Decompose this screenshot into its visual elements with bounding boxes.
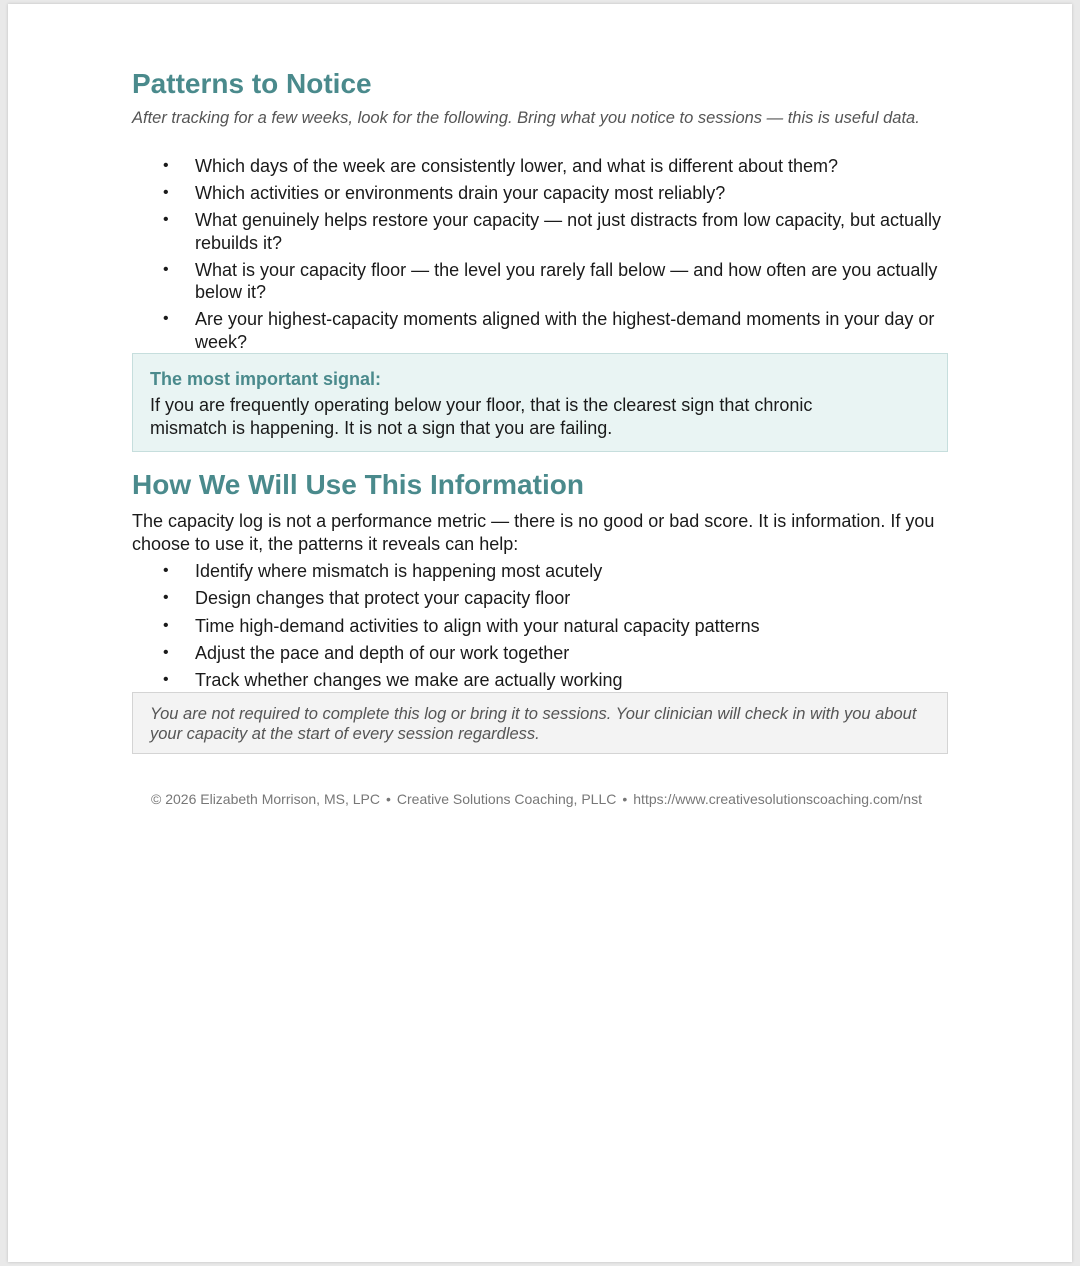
list-item: • What is your capacity floor — the level you rarely fall below — and how often are you actually below it? bbox=[132, 259, 942, 304]
footer-separator: • bbox=[622, 791, 628, 807]
important-signal-callout bbox=[132, 353, 948, 452]
clinician-note: You are not required to complete this log or bring it to sessions. Your clinician will check in with you about your capacity at the start of every session regardless. bbox=[132, 692, 948, 754]
section-heading-patterns: Patterns to Notice bbox=[132, 68, 372, 99]
footer-copyright: © 2026 Elizabeth Morrison, MS, LPC bbox=[151, 791, 380, 807]
callout-title: The most important signal: bbox=[150, 369, 382, 389]
list-item: • Are your highest-capacity moments aligned with the highest-demand moments in your day or week? bbox=[132, 308, 942, 353]
list-item: • Which activities or environments drain your capacity most reliably? bbox=[132, 182, 942, 205]
footer-company: Creative Solutions Coaching, PLLC bbox=[396, 791, 617, 807]
list-item: • Identify where mismatch is happening most acutely bbox=[132, 560, 942, 583]
page-footer bbox=[151, 790, 951, 808]
list-item: • What genuinely helps restore your capacity — not just distracts from low capacity, but actually rebuilds it? bbox=[132, 209, 942, 254]
usage-list bbox=[132, 560, 942, 696]
list-item: • Time high-demand activities to align with your natural capacity patterns bbox=[132, 615, 942, 638]
footer-separator: • bbox=[385, 791, 391, 807]
footer-url-link[interactable]: https://www.creativesolutionscoaching.com/nst bbox=[633, 791, 922, 807]
list-item: • Design changes that protect your capacity floor bbox=[132, 587, 942, 610]
list-item: • Adjust the pace and depth of our work together bbox=[132, 642, 942, 665]
section-heading-usage: How We Will Use This Information bbox=[132, 469, 584, 500]
callout-text: If you are frequently operating below your floor, that is the clearest sign that chronic mismatch is happening. It is not a sign that you are failing. bbox=[150, 395, 813, 438]
list-item: • Track whether changes we make are actually working bbox=[132, 669, 942, 692]
patterns-list bbox=[132, 155, 942, 358]
usage-paragraph: The capacity log is not a performance metric — there is no good or bad score. It is information. If you choose to use it, the patterns it reveals can help: bbox=[132, 511, 935, 554]
list-item: • Which days of the week are consistently lower, and what is different about them? bbox=[132, 155, 942, 178]
section-intro: After tracking for a few weeks, look for the following. Bring what you notice to sessions — this is useful data. bbox=[132, 109, 920, 127]
document-page bbox=[8, 4, 1072, 1262]
